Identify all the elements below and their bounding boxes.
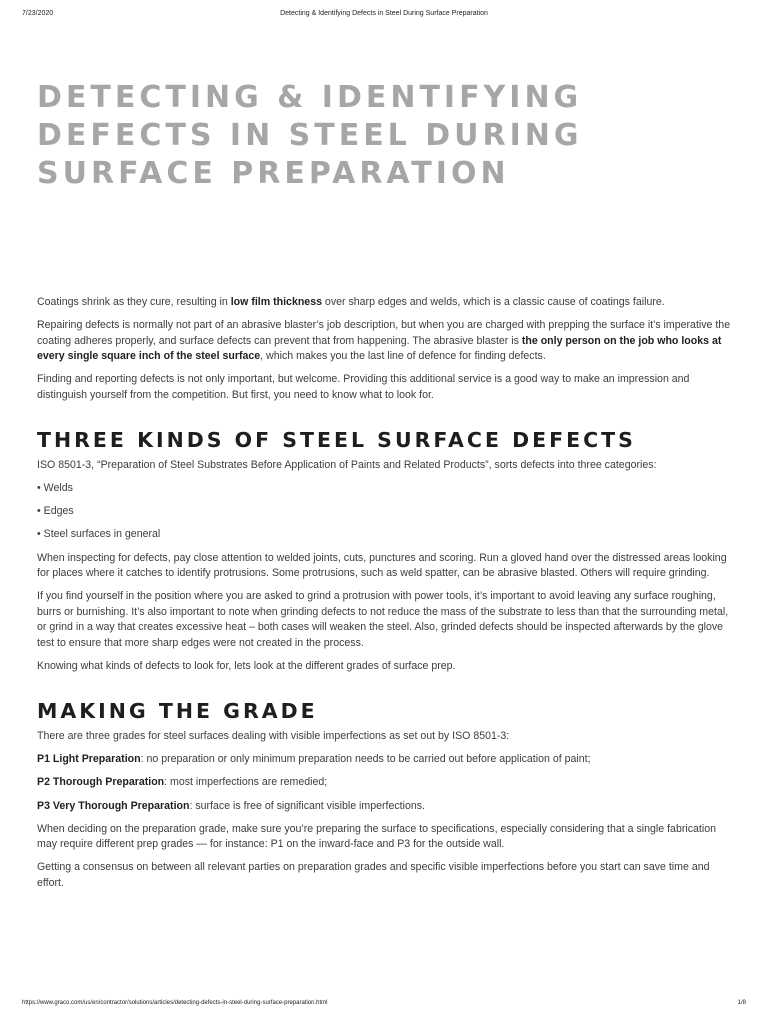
grade-p3-name: P3 Very Thorough Preparation [37,799,190,812]
intro-p2-text-after: , which makes you the last line of defence for finding defects. [260,350,546,363]
grade-p2 [37,775,733,791]
intro-p1-text-after: over sharp edges and welds, which is a classic cause of coatings failure. [321,296,665,308]
intro-p2-text-before: Repairing defects is normally not part of an abrasive blaster’s job description, but when you are charged with prepping the surface it’s imperative the coating adheres properly, and surface defects can prevent that from happening. The abrasive blaster is [37,319,731,347]
intro-p1-text-before: Coatings shrink as they cure, resulting in [37,296,231,308]
bullet-welds: • Welds [37,482,73,495]
grade-p3 [37,799,733,815]
grade-p2-name: P2 Thorough Preparation [37,776,165,789]
print-page-title: Detecting & Identifying Defects in Steel During Surface Preparation [280,10,488,17]
bullet-edges: • Edges [37,505,74,518]
intro-p1-bold: low film thickness [230,296,322,308]
print-url: https://www.graco.com/us/en/contractor/solutions/articles/detecting-defects-in-steel-during-surface-preparation.html [22,1000,328,1006]
intro-paragraph-1 [37,295,733,311]
grade-p1-name: P1 Light Preparation [37,753,141,766]
grade-p1-desc: : no preparation or only minimum preparation needs to be carried out before application of paint; [140,753,591,766]
section2-paragraph-2: When deciding on the preparation grade, make sure you’re preparing the surface to specifications, especially considering that a single fabrication may require different prep grades — for instance: P1 on the inward-face and P3 for the outside wall. [37,822,716,851]
intro-paragraph-2 [37,318,733,365]
section-heading-defects: THREE KINDS OF STEEL SURFACE DEFECTS [37,428,636,453]
bullet-steel-surfaces: • Steel surfaces in general [37,528,161,541]
section2-paragraph-3: Getting a consensus on between all relevant parties on preparation grades and specific visible imperfections before you start can save time and effort. [37,861,710,889]
section-heading-grade: MAKING THE GRADE [37,699,318,724]
section1-paragraph-4: Knowing what kinds of defects to look for, lets look at the different grades of surface prep. [37,659,456,672]
section1-paragraph-2: When inspecting for defects, pay close attention to welded joints, cuts, punctures and scoring. Run a gloved hand over the distressed areas looking for places where it catches to identify protrusions. Some protrusions, such as weld spatter, can be abrasive blasted. Others will require grinding. [37,551,727,580]
print-header [22,10,746,22]
article-title: DETECTING & IDENTIFYING DEFECTS IN STEEL DURING SURFACE PREPARATION [37,80,583,191]
print-date: 7/23/2020 [22,10,54,17]
intro-p2-bold: the only person on the job who looks at every single square inch of the steel surface [37,334,722,363]
article-body [37,295,733,899]
intro-paragraph-3: Finding and reporting defects is not only important, but welcome. Providing this additional service is a good way to make an impression and distinguish yourself from the competition. But first, you need to know what to look for. [37,373,690,401]
page-number: 1/8 [737,1000,746,1006]
section1-paragraph-3: If you find yourself in the position where you are asked to grind a protrusion with power tools, it’s important to avoid leaving any surface roughing, burrs or burnishing. It’s also important to note when grinding defects to not reduce the mass of the substrate to less than that the surrounding metal, or grind in a way that creates excessive heat – both cases will weaken the steel. Also, grinded defects should be inspected afterwards by the glove test to ensure that more sharp edges were not created in the process. [37,590,729,649]
section2-paragraph-1: There are three grades for steel surfaces dealing with visible imperfections as set out by ISO 8501-3: [37,730,510,743]
section1-paragraph-1: ISO 8501-3, “Preparation of Steel Substrates Before Application of Paints and Related Products”, sorts defects into three categories: [37,459,657,472]
print-footer [22,1000,746,1010]
grade-p3-desc: : surface is free of significant visible imperfections. [189,799,425,812]
grade-p1 [37,752,733,768]
grade-p2-desc: : most imperfections are remedied; [164,776,328,789]
